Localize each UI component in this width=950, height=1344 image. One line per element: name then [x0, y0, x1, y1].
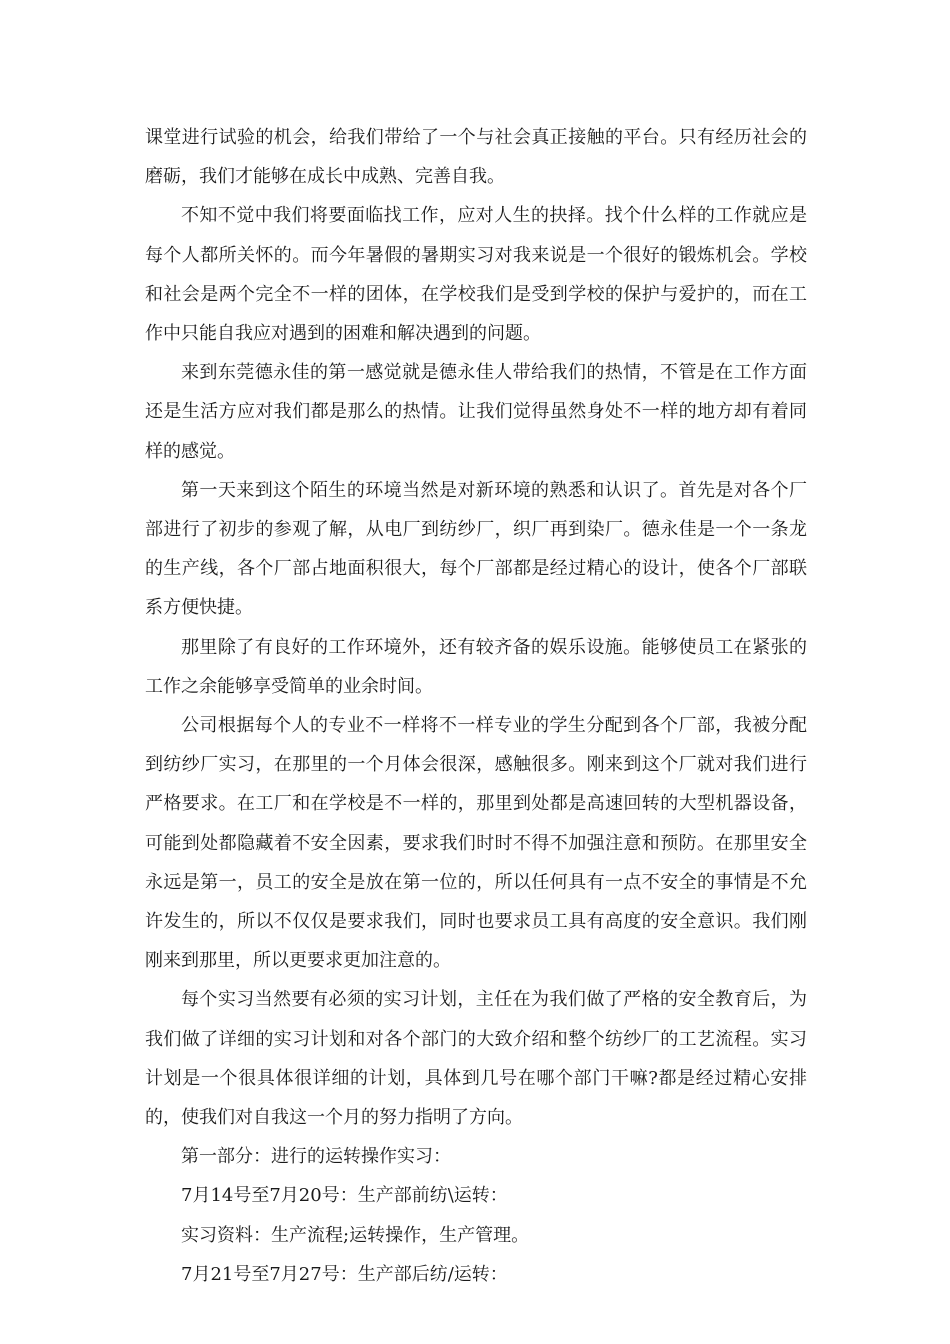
- paragraph-first-day: 第一天来到这个陌生的环境当然是对新环境的熟悉和认识了。首先是对各个厂部进行了初步的参观了解，从电厂到纺纱厂，织厂再到染厂。德永佳是一个一条龙的生产线，各个厂部占地面积很大，每个厂部都是经过精心的设计，使各个厂部联系方便快捷。: [145, 479, 807, 619]
- paragraph-internship-plan: 每个实习当然要有必须的实习计划，主任在为我们做了严格的安全教育后，为我们做了详细的实习计划和对各个部门的大致介绍和整个纺纱厂的工艺流程。实习计划是一个很具体很详细的计划，具体到几号在哪个部门干嘛?都是经过精心安排的，使我们对自我这一个月的努力指明了方向。: [145, 989, 807, 1129]
- paragraph-facilities: 那里除了有良好的工作环境外，还有较齐备的娱乐设施。能够使员工在紧张的工作之余能够享受简单的业余时间。: [145, 636, 807, 697]
- plan-item-content: 实习资料：生产流程;运转操作，生产管理。: [181, 1224, 530, 1246]
- plan-section-heading: 第一部分：进行的运转操作实习：: [181, 1146, 451, 1168]
- plan-item-week-2: 7月21号至7月27号：生产部后纺/运转：: [181, 1263, 508, 1285]
- paragraph-job-search: 不知不觉中我们将要面临找工作，应对人生的抉择。找个什么样的工作就应是每个人都所关怀的。而今年暑假的暑期实习对我来说是一个很好的锻炼机会。学校和社会是两个完全不一样的团体，在学校我们是受到学校的保护与爱护的，而在工作中只能自我应对遇到的困难和解决遇到的问题。: [145, 205, 807, 345]
- paragraph-first-impression: 来到东莞德永佳的第一感觉就是德永佳人带给我们的热情，不管是在工作方面还是生活方应对我们都是那么的热情。让我们觉得虽然身处不一样的地方却有着同样的感觉。: [145, 362, 807, 462]
- plan-item-week-1: 7月14号至7月20号：生产部前纺\运转：: [181, 1185, 508, 1207]
- paragraph-assignment: 公司根据每个人的专业不一样将不一样专业的学生分配到各个厂部，我被分配到纺纱厂实习，在那里的一个月体会很深，感触很多。刚来到这个厂就对我们进行严格要求。在工厂和在学校是不一样的，那里到处都是高速回转的大型机器设备，可能到处都隐藏着不安全因素，要求我们时时不得不加强注意和预防。在那里安全永远是第一，员工的安全是放在第一位的，所以任何具有一点不安全的事情是不允许发生的，所以不仅仅是要求我们，同时也要求员工具有高度的安全意识。我们刚刚来到那里，所以更要求更加注意的。: [145, 715, 807, 972]
- document-body: [145, 118, 807, 1294]
- paragraph-continuation: 课堂进行试验的机会，给我们带给了一个与社会真正接触的平台。只有经历社会的磨砺，我们才能够在成长中成熟、完善自我。: [145, 127, 807, 188]
